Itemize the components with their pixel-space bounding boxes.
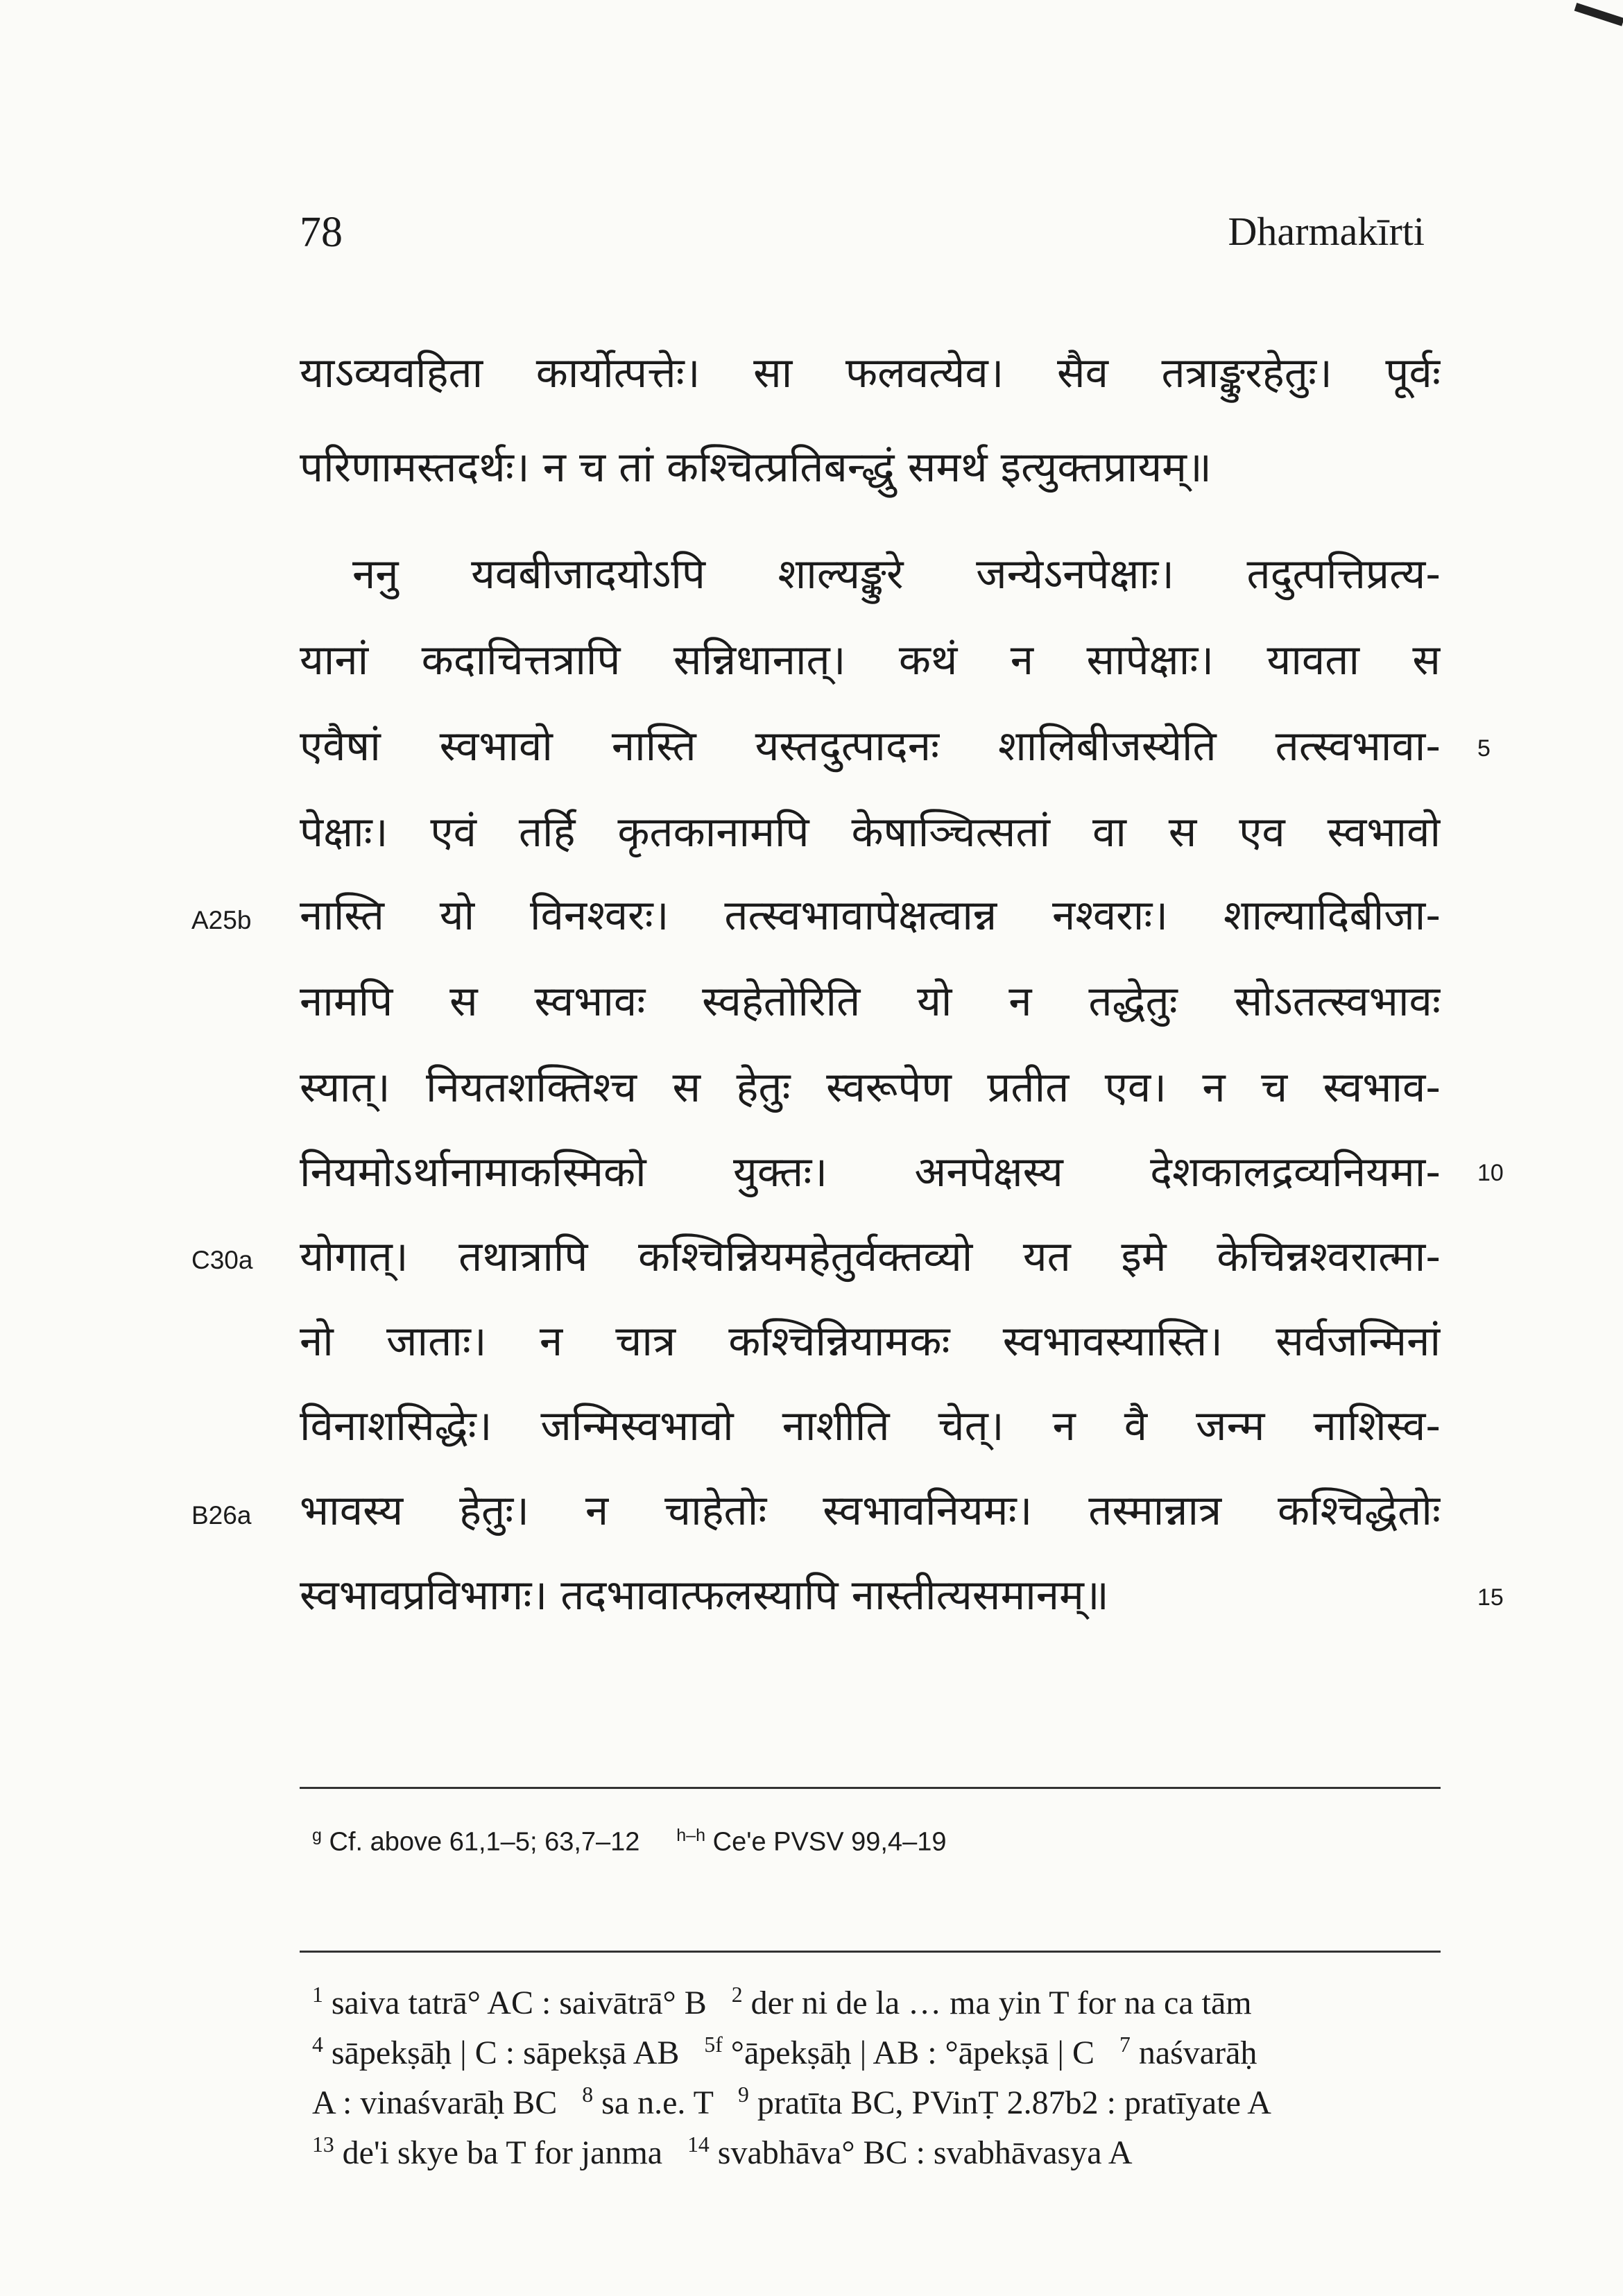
margin-siglum: C30a (191, 1246, 253, 1274)
text-line: परिणामस्तदर्थः। न च तां कश्चित्प्रतिबन्द्धुं समर्थ इत्युक्तप्रायम्॥ (300, 443, 1212, 492)
apparatus-text: sa n.e. T (601, 2084, 714, 2121)
apparatus-line (312, 2132, 1450, 2172)
apparatus-text: sāpekṣāḥ | C : sāpekṣā AB (331, 2034, 680, 2071)
text-line: यानां कदाचित्तत्रापि सन्निधानात्। कथं न सापेक्षाः। यावता स (300, 636, 1441, 685)
apparatus-text: svabhāva° BC : svabhāvasya A (717, 2134, 1133, 2171)
apparatus-line (312, 2032, 1450, 2072)
footnote-rule (300, 1787, 1441, 1789)
apparatus-line (312, 1982, 1450, 2022)
apparatus-text: pratīta BC, PVinṬ 2.87b2 : pratīyate A (757, 2084, 1271, 2121)
text-line: नियमोऽर्थानामाकस्मिको युक्तः। अनपेक्षस्य देशकालद्रव्यनियमा- (300, 1148, 1441, 1197)
text-line: स्यात्। नियतशक्तिश्च स हेतुः स्वरूपेण प्रतीत एव। न च स्वभाव- (300, 1063, 1441, 1112)
page-number: 78 (300, 209, 343, 256)
text-line: पेक्षाः। एवं तर्हि कृतकानामपि केषाञ्चित्सतां वा स एव स्वभावो (300, 808, 1441, 857)
text-line: एवैषां स्वभावो नास्ति यस्तदुत्पादनः शालिबीजस्येति तत्स्वभावा- (300, 722, 1441, 771)
footnote-sources (312, 1826, 946, 1858)
apparatus-number: 14 (687, 2132, 710, 2157)
text-line: याऽव्यवहिता कार्योत्पत्तेः। सा फलवत्येव। सैव तत्राङ्कुरहेतुः। पूर्वः (300, 349, 1441, 397)
apparatus-text: saiva tatrā° AC : saivātrā° B (331, 1985, 707, 2021)
apparatus-text: naśvarāḥ (1138, 2034, 1257, 2071)
apparatus-text: de'i skye ba T for janma (342, 2134, 663, 2171)
margin-siglum: B26a (191, 1501, 252, 1530)
apparatus-number: 5f (704, 2032, 723, 2057)
apparatus-number: 13 (312, 2132, 334, 2157)
scan-corner-mark (1574, 3, 1623, 26)
apparatus-number: 9 (738, 2082, 749, 2107)
apparatus-line (312, 2082, 1450, 2122)
apparatus-text: A : vinaśvarāḥ BC (312, 2084, 558, 2121)
text-line: योगात्। तथात्रापि कश्चिन्नियमहेतुर्वक्तव्यो यत इमे केचिन्नश्वरात्मा- (300, 1233, 1441, 1281)
line-number: 10 (1477, 1160, 1504, 1186)
text-line: नास्ति यो विनश्वरः। तत्स्वभावापेक्षत्वान्न नश्वराः। शाल्यादिबीजा- (300, 891, 1441, 940)
text-line: नामपि स स्वभावः स्वहेतोरिति यो न तद्धेतुः सोऽतत्स्वभावः (300, 977, 1441, 1026)
text-line: स्वभावप्रविभागः। तदभावात्फलस्यापि नास्तीत्यसमानम्॥ (300, 1571, 1109, 1620)
apparatus-text: der ni de la … ma yin T for na ca tām (750, 1985, 1252, 2021)
text-line: भावस्य हेतुः। न चाहेतोः स्वभावनियमः। तस्मान्नात्र कश्चिद्धेतोः (300, 1487, 1441, 1535)
text-line: विनाशसिद्धेः। जन्मिस्वभावो नाशीति चेत्। न वै जन्म नाशिस्व- (300, 1402, 1441, 1450)
footnote-text: Ce'e PVSV 99,4–19 (712, 1827, 947, 1857)
footnote-text: Cf. above 61,1–5; 63,7–12 (329, 1827, 640, 1857)
line-number: 5 (1477, 735, 1491, 762)
apparatus-number: 4 (312, 2032, 323, 2057)
apparatus-number: 2 (731, 1982, 743, 2007)
apparatus-text: °āpekṣāḥ | AB : °āpekṣā | C (730, 2034, 1094, 2071)
apparatus-number: 1 (312, 1982, 323, 2007)
text-line: ननु यवबीजादयोऽपि शाल्यङ्कुरे जन्येऽनपेक्षाः। तदुत्पत्तिप्रत्य- (352, 550, 1441, 599)
running-head: Dharmakīrti (1228, 209, 1425, 254)
footnote-mark: h–h (676, 1826, 706, 1845)
footnote-mark: g (312, 1826, 322, 1845)
apparatus-rule (300, 1951, 1441, 1953)
text-line: नो जाताः। न चात्र कश्चिन्नियामकः स्वभावस्यास्ति। सर्वजन्मिनां (300, 1317, 1441, 1366)
line-number: 15 (1477, 1584, 1504, 1611)
apparatus-number: 7 (1119, 2032, 1131, 2057)
margin-siglum: A25b (191, 906, 252, 934)
apparatus-number: 8 (582, 2082, 594, 2107)
